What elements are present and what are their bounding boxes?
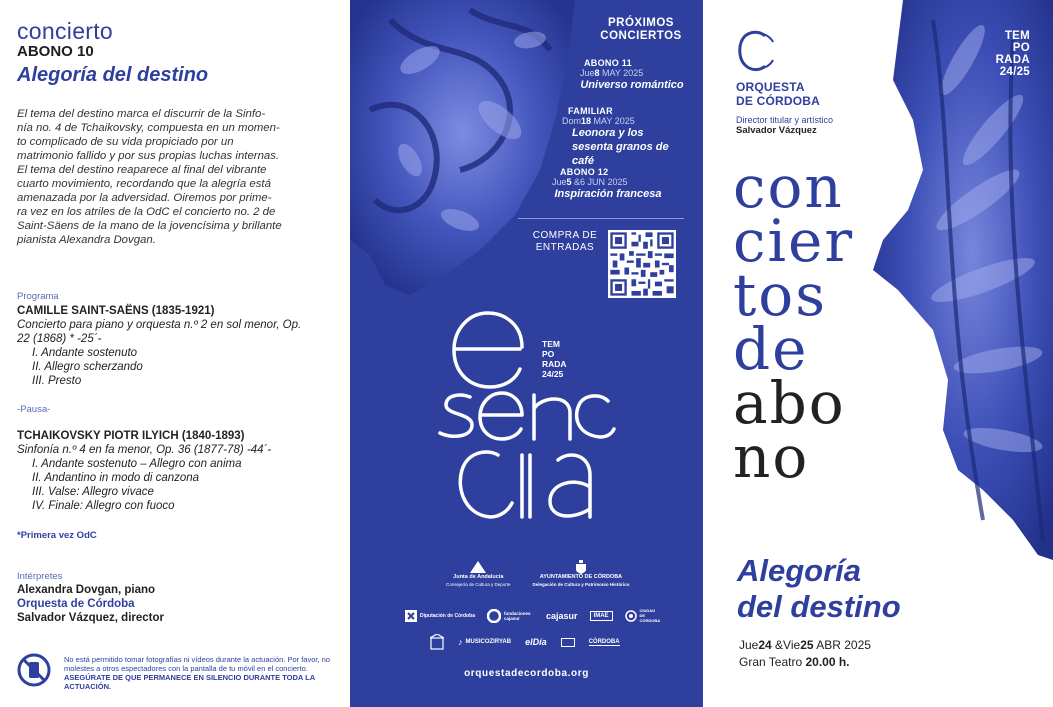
ayuntamiento-logo: AYUNTAMIENTO DE CÓRDOBA Delegación de Cultura y Patrimonio Histórico (533, 560, 630, 588)
performer: Salvador Vázquez, director (17, 612, 164, 624)
performers (17, 583, 164, 625)
middle-panel (350, 0, 703, 707)
small-logo-box (561, 638, 575, 647)
building-icon (430, 634, 444, 650)
big-word-line: tos (733, 261, 827, 329)
big-word-line: de (733, 315, 809, 383)
junta-icon (469, 560, 487, 574)
sponsor-row-2 (405, 608, 662, 623)
work-title-cont: 22 (1868) * -25´- (17, 333, 102, 345)
coat-of-arms-icon (574, 560, 588, 574)
movement: II. Andantino in modo di canzona (32, 472, 200, 484)
upcoming-concert: FAMILIAR Dom18 MAY 2025 Leonora y los sesenta granos de café (562, 106, 669, 167)
program-section (17, 290, 339, 388)
concert-title: Alegoría del destino (17, 64, 209, 86)
orquesta-logo-icon (735, 28, 779, 74)
composer-name: CAMILLE SAINT-SAËNS (1835-1921) (17, 305, 215, 317)
cordoba-logo: CÓRDOBA (588, 638, 620, 645)
compra-label: COMPRA DE ENTRADAS (532, 230, 598, 253)
stone-carving-image (350, 0, 590, 300)
svg-text:24/25: 24/25 (542, 369, 564, 379)
orquesta-name: ORQUESTA DE CÓRDOBA (736, 80, 821, 108)
movement: II. Allegro scherzando (32, 361, 143, 373)
movement: III. Presto (32, 375, 82, 387)
fundaciones-icon (487, 609, 501, 623)
musicoziryab-logo: ♪ MUSICOZIRYAB (458, 637, 512, 647)
director-name: Salvador Vázquez (736, 125, 817, 136)
performer: Orquesta de Córdoba (17, 598, 135, 610)
upcoming-concert: ABONO 12 Jue5 &6 JUN 2025 Inspiración francesa (552, 167, 662, 200)
big-word-line: cier (733, 207, 855, 275)
notice-text: No está permitido tomar fotografías ni vídeos durante la actuación. Por favor, no molestes a otros espectadores con la pantalla de tu móvil en el concierto. ASEGÚRATE DE QUE PERMANECE EN SILENCIO DURANTE TODA LA ACTUACIÓN. (64, 655, 330, 691)
svg-text:RADA: RADA (542, 359, 567, 369)
fundaciones-logo: fundaciones cajasur (487, 609, 534, 623)
big-word-line: con (733, 153, 844, 221)
esencia-logo (410, 305, 650, 535)
svg-text:PO: PO (542, 349, 555, 359)
programa-label: Programa (17, 291, 59, 302)
svg-text:TEM: TEM (542, 339, 560, 349)
proximos-title: PRÓXIMOS CONCIERTOS (600, 17, 682, 42)
primera-note: *Primera vez OdC (17, 530, 97, 541)
right-panel (703, 0, 1053, 707)
movement: IV. Finale: Allegro con fuoco (32, 500, 175, 512)
movement: III. Valse: Allegro vivace (32, 486, 154, 498)
cajasur-logo: cajasur (546, 610, 578, 621)
pausa-label: -Pausa- (17, 404, 51, 415)
ciudad-cordoba-logo: CIUDAD DE CÓRDOBA (625, 608, 662, 623)
performer: Alexandra Dovgan, piano (17, 584, 156, 596)
ciudad-icon (625, 610, 637, 622)
imae-logo: IMAE (590, 611, 613, 621)
big-word-line: abo (733, 369, 846, 437)
stone-carving-image (813, 0, 1053, 560)
sponsor-row-1 (446, 560, 629, 588)
section-label: concierto (17, 18, 114, 44)
movement: I. Andante sostenuto – Allegro con anima (32, 458, 242, 470)
interpretes-label: Intérpretes (17, 571, 63, 582)
work-title: Concierto para piano y orquesta n.º 2 en sol menor, Op. (17, 319, 302, 331)
intro-text: El tema del destino marca el discurrir de la Sinfo- nía no. 4 de Tchaikovsky, compuesta en un momen- to complicado de su vida propiciado por un matrimonio fallido y por sus propias luchas internas. El tema del destino reaparece al final del vibrante cuarto movimiento, recordando que la alegría está amenazada por la adversidad. Oiremos por prime- ra vez en los atriles de la OdC el concierto no. 2 de Saint-Säens de la mano de la jovencísima y brillante pianista Alexandra Dovgan. (17, 108, 282, 246)
director-label: Director titular y artístico (736, 115, 834, 125)
diputacion-logo: Diputación de Córdoba (405, 610, 475, 622)
upcoming-concert: ABONO 11 Jue8 MAY 2025 Universo romántico (580, 58, 684, 91)
composer-name: TCHAIKOVSKY PIOTR ILYICH (1840-1893) (17, 430, 245, 442)
abono-label: ABONO 10 (17, 43, 94, 60)
divider (518, 218, 684, 219)
big-word-line: no (733, 423, 810, 491)
work-title: Sinfonía n.º 4 en fa menor, Op. 36 (1877-78) -44´- (17, 444, 272, 456)
concert-date: Jue24 &Vie25 ABR 2025 Gran Teatro 20.00 h. (739, 638, 871, 669)
no-phone-icon (17, 653, 51, 687)
diputacion-icon (405, 610, 417, 622)
junta-andalucia-logo: Junta de Andalucía Consejería de Cultura y Deporte (446, 560, 511, 588)
eldia-logo: elDía (525, 637, 547, 647)
concert-title: Alegoría del destino (737, 553, 901, 624)
left-panel (0, 0, 350, 707)
website-url[interactable]: orquestadecordoba.org (464, 668, 589, 679)
qr-code[interactable] (608, 230, 676, 298)
movement: I. Andante sostenuto (32, 347, 138, 359)
program-section-2 (17, 429, 339, 513)
sponsor-row-3 (430, 634, 620, 650)
temporada-badge: TEM PO RADA 24/25 (995, 30, 1030, 78)
